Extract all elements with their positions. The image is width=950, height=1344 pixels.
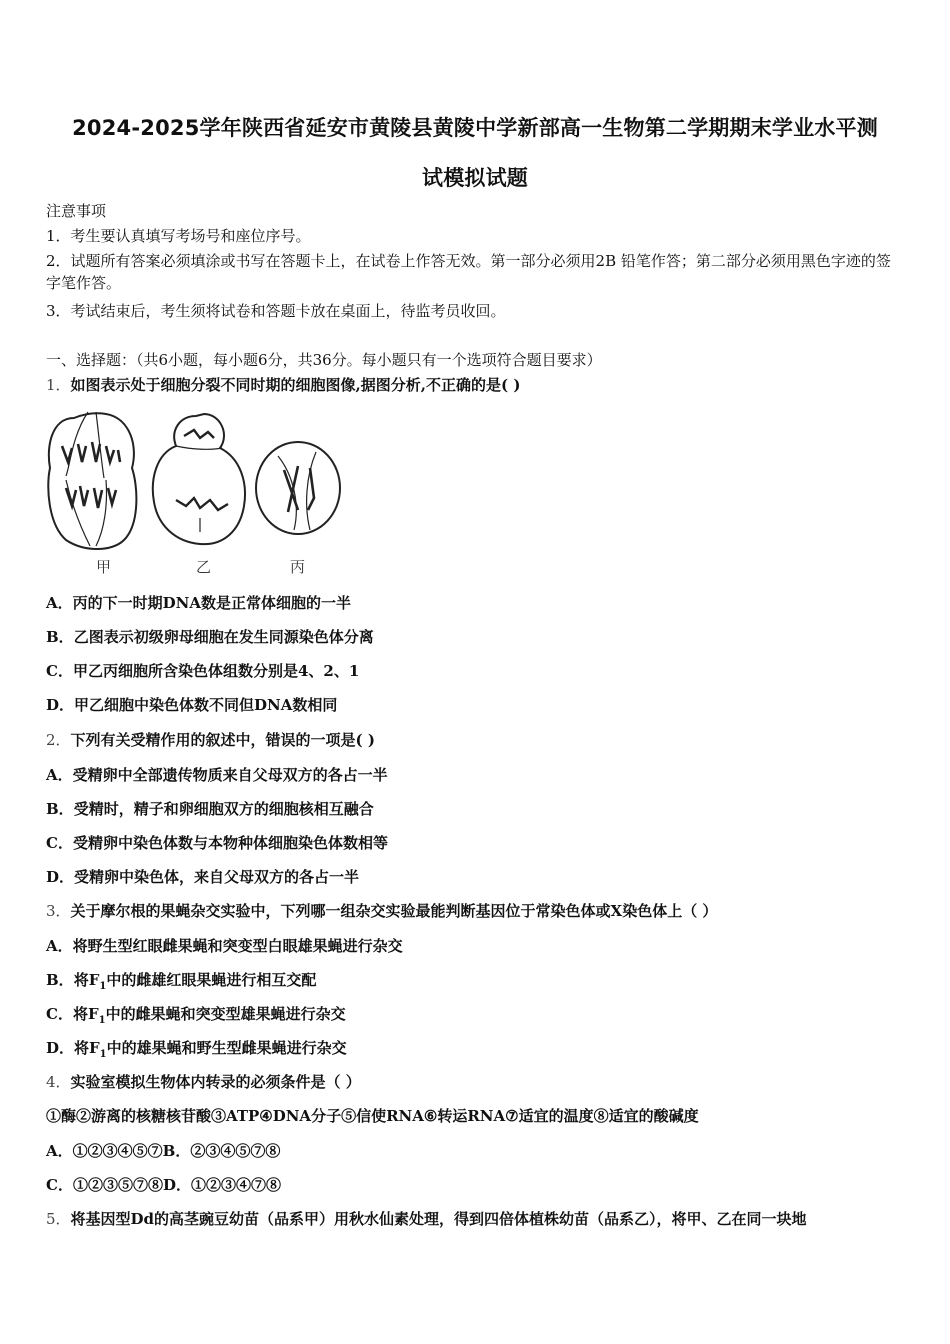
notice-heading: 注意事项 [46, 202, 107, 220]
option-text: 受精卵中染色体，来自父母双方的各占一半 [74, 868, 360, 886]
q2-option-a [46, 764, 388, 786]
option-text: 甲乙丙细胞所含染色体组数分别是4、2、1 [72, 662, 360, 680]
subscript: 1 [99, 1049, 107, 1060]
option-label: C． [46, 662, 73, 680]
q4-options-row1: A．①②③④⑤⑦B．②③④⑤⑦⑧ [46, 1142, 281, 1160]
q3-option-d [46, 1037, 347, 1066]
q2-option-b [46, 798, 374, 820]
q1-option-d [46, 694, 337, 716]
q3-option-a [46, 935, 403, 957]
question-2 [46, 729, 375, 751]
option-label: B． [46, 800, 74, 818]
option-label: C． [46, 1005, 73, 1023]
option-label: C． [46, 834, 73, 852]
cell-bing [256, 442, 340, 534]
question-number: 3． [46, 902, 71, 920]
notice-item-1: 1．考生要认真填写考场号和座位序号。 [46, 227, 311, 245]
option-text: 乙图表示初级卵母细胞在发生同源染色体分离 [73, 628, 374, 646]
question-number: 4． [46, 1073, 71, 1091]
q1-option-b [46, 626, 374, 648]
section-heading: 一、选择题：（共6小题，每小题6分，共36分。每小题只有一个选项符合题目要求） [46, 351, 602, 369]
option-text-post: 中的雌雄红眼果蝇进行相互交配 [106, 971, 317, 989]
label-yi: 乙 [196, 558, 212, 576]
question-1 [46, 374, 520, 396]
option-label: D． [46, 868, 75, 886]
question-4 [46, 1071, 361, 1093]
exam-title-line1: 2024-2025学年陕西省延安市黄陵县黄陵中学新部高一生物第二学期期末学业水平测 [72, 116, 878, 140]
option-text: 受精卵中全部遗传物质来自父母双方的各占一半 [72, 766, 388, 784]
exam-title-line2: 试模拟试题 [422, 166, 528, 190]
q3-option-b [46, 969, 316, 998]
subscript: 1 [99, 981, 107, 992]
label-bing: 丙 [290, 558, 306, 576]
question-text: 实验室模拟生物体内转录的必须条件是（ ） [70, 1073, 361, 1091]
q1-option-c [46, 660, 359, 682]
q2-option-d [46, 866, 359, 888]
option-text: 受精卵中染色体数与本物种体细胞染色体数相等 [72, 834, 388, 852]
question-3 [46, 900, 717, 922]
notice-item-2: 2．试题所有答案必须填涂或书写在答题卡上，在试卷上作答无效。第一部分必须用2B 铅笔作答；第二部分必须用黑色字迹的签字笔作答。 [46, 252, 891, 292]
option-label: A． [46, 937, 73, 955]
label-jia: 甲 [96, 558, 112, 576]
option-label: D． [46, 696, 75, 714]
option-text-pre: 将F [73, 971, 100, 989]
option-text-post: 中的雌果蝇和突变型雄果蝇进行杂交 [105, 1005, 346, 1023]
question-5 [46, 1208, 807, 1230]
q4-conditions: ①酶②游离的核糖核苷酸③ATP④DNA分子⑤信使RNA⑥转运RNA⑦适宜的温度⑧适宜的酸碱度 [46, 1107, 699, 1125]
question-text: 如图表示处于细胞分裂不同时期的细胞图像,据图分析,不正确的是( ) [70, 376, 521, 394]
option-text: 将野生型红眼雌果蝇和突变型白眼雄果蝇进行杂交 [72, 937, 403, 955]
option-label: B． [46, 628, 74, 646]
question-number: 5． [46, 1210, 71, 1228]
option-label: B． [46, 971, 74, 989]
q3-option-c [46, 1003, 346, 1032]
question-text: 下列有关受精作用的叙述中，错误的一项是( ) [70, 731, 375, 749]
question-number: 2． [46, 731, 71, 749]
option-label: A． [46, 594, 73, 612]
option-label: D． [46, 1039, 75, 1057]
notice-item-3: 3．考试结束后，考生须将试卷和答题卡放在桌面上，待监考员收回。 [46, 302, 506, 320]
cell-division-figure [44, 406, 344, 578]
question-text: 关于摩尔根的果蝇杂交实验中，下列哪一组杂交实验最能判断基因位于常染色体或X染色体上（ ） [70, 902, 718, 920]
question-text: 将基因型Dd的高茎豌豆幼苗（品系甲）用秋水仙素处理，得到四倍体植株幼苗（品系乙），将甲、乙在同一块地 [70, 1210, 807, 1228]
subscript: 1 [98, 1015, 106, 1026]
q1-option-a [46, 592, 351, 614]
q2-option-c [46, 832, 388, 854]
option-text: 受精时，精子和卵细胞双方的细胞核相互融合 [73, 800, 374, 818]
cell-jia [48, 412, 136, 549]
option-text-post: 中的雄果蝇和野生型雌果蝇进行杂交 [106, 1039, 347, 1057]
cell-yi [153, 414, 245, 544]
option-text: 丙的下一时期DNA数是正常体细胞的一半 [72, 594, 351, 612]
q4-options-row2: C．①②③⑤⑦⑧D．①②③④⑦⑧ [46, 1176, 281, 1194]
option-label: A． [46, 766, 73, 784]
cell-diagram-svg [44, 406, 344, 578]
question-number: 1． [46, 376, 71, 394]
option-text: 甲乙细胞中染色体数不同但DNA数相同 [74, 696, 338, 714]
option-text-pre: 将F [74, 1039, 100, 1057]
option-text-pre: 将F [72, 1005, 99, 1023]
